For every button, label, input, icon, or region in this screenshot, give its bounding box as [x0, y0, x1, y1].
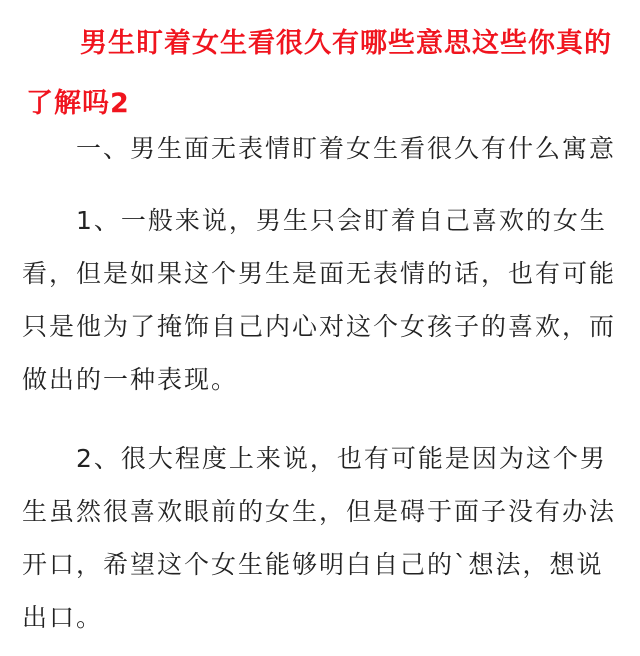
section-heading: 一、男生面无表情盯着女生看很久有什么寓意	[76, 134, 617, 163]
paragraph-1: 1、一般来说，男生只会盯着自己喜欢的女生看，但是如果这个男生是面无表情的话，也有可能只是他为了掩饰自己内心对这个女孩子的喜欢，而做出的一种表现。	[22, 206, 617, 394]
paragraph-2: 2、很大程度上来说，也有可能是因为这个男生虽然很喜欢眼前的女生，但是碍于面子没有办法开口，希望这个女生能够明白自己的`想法，想说出口。	[22, 444, 617, 632]
article-title: 男生盯着女生看很久有哪些意思这些你真的了解吗2	[26, 28, 612, 119]
